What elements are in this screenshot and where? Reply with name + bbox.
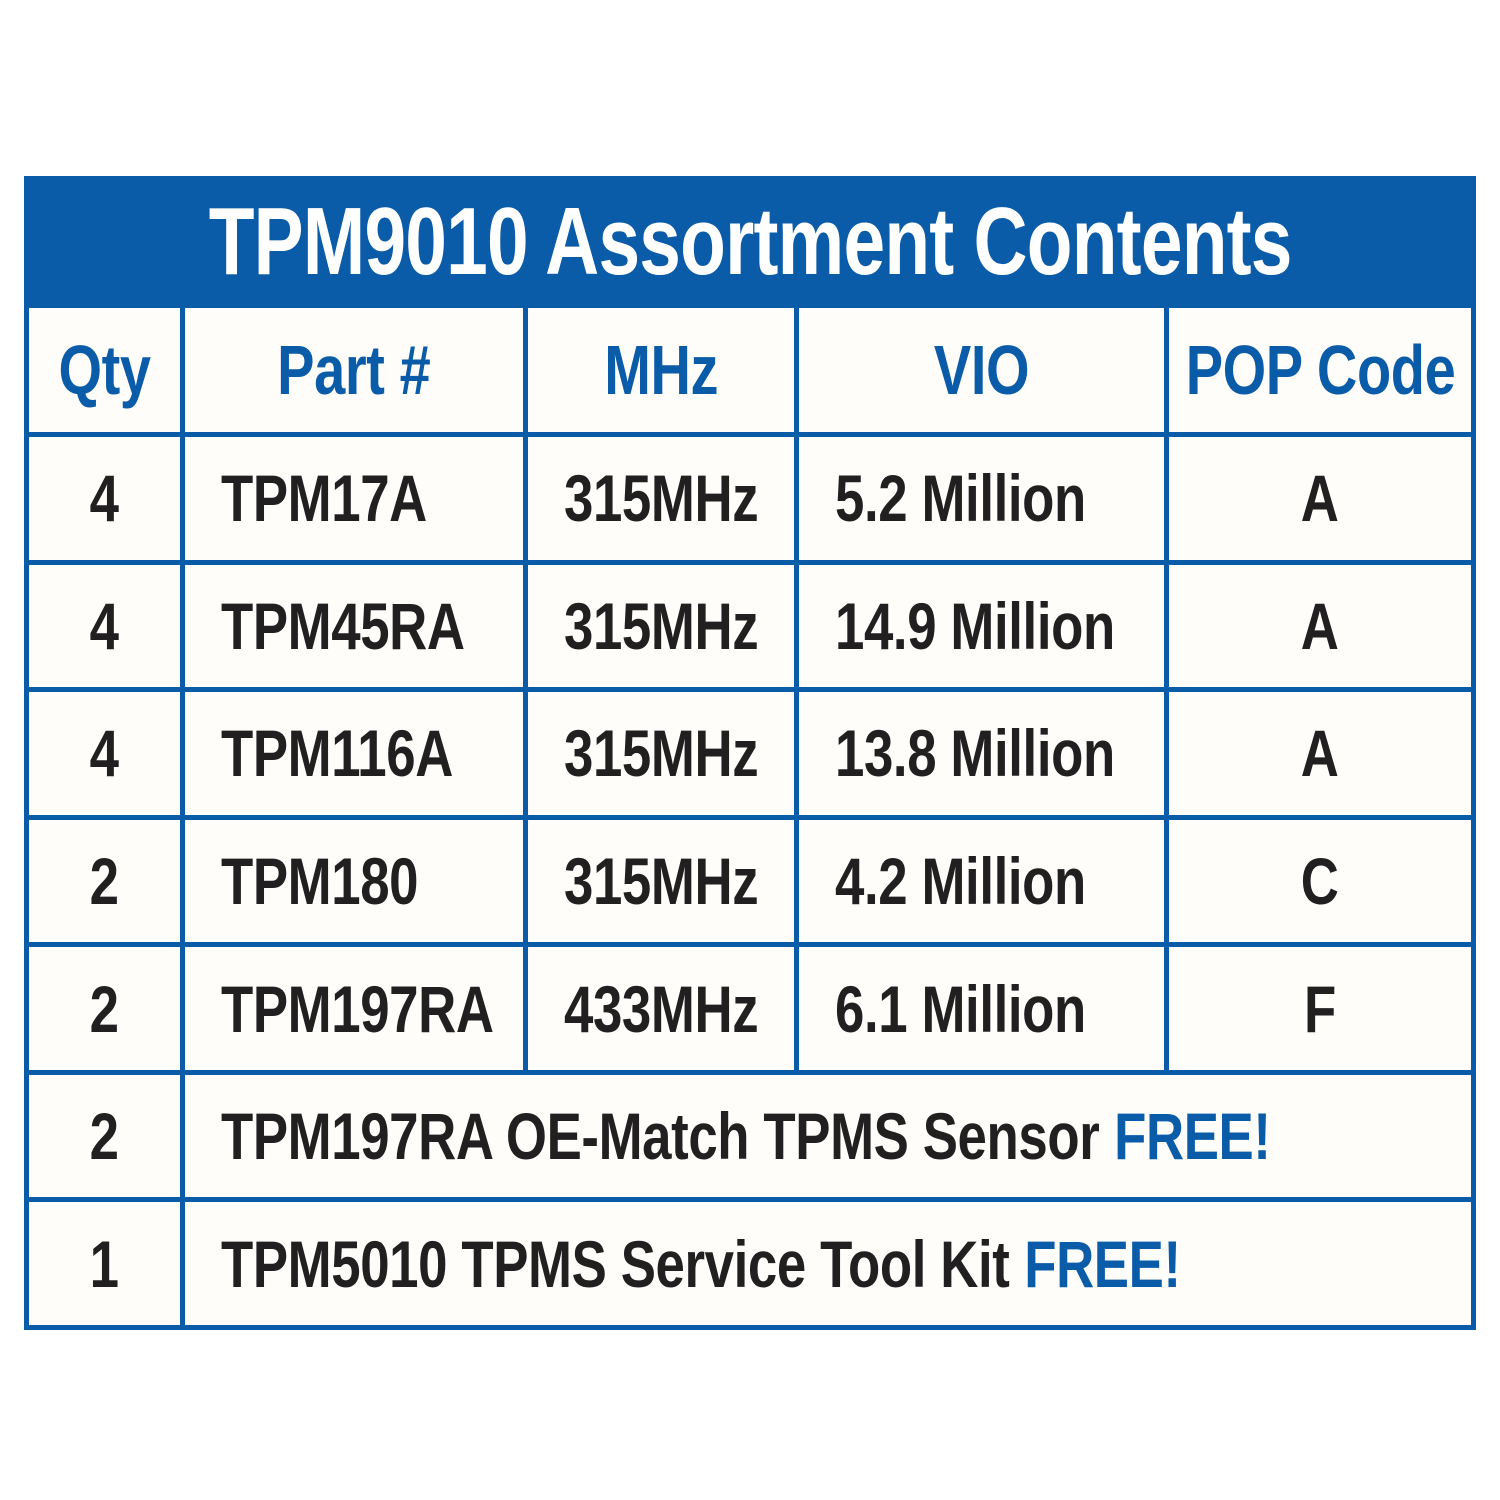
free-badge: FREE! [1114, 1099, 1271, 1174]
table-title-band [29, 181, 1471, 303]
cell-qty: 1 [90, 1226, 119, 1301]
column-header-mhz: MHz [523, 308, 794, 432]
table-row [29, 560, 1471, 688]
cell-qty: 4 [90, 588, 119, 663]
bonus-item-text: TPM5010 TPMS Service Tool Kit [221, 1226, 1010, 1301]
cell-vio: 4.2 Million [794, 820, 1164, 943]
column-header-qty: Qty [58, 331, 151, 409]
cell-part-number: TPM197RA [180, 947, 523, 1070]
cell-pop-code: A [1164, 565, 1471, 688]
cell-qty: 2 [90, 1099, 119, 1174]
table-bonus-row [29, 1070, 1471, 1198]
bonus-item-text: TPM197RA OE-Match TPMS Sensor [221, 1099, 1100, 1174]
cell-vio: 5.2 Million [794, 437, 1164, 560]
cell-qty: 4 [90, 461, 119, 536]
cell-pop-code: F [1164, 947, 1471, 1070]
cell-vio: 14.9 Million [794, 565, 1164, 688]
column-header-pop-code: POP Code [1164, 308, 1471, 432]
cell-pop-code: A [1164, 437, 1471, 560]
cell-vio: 13.8 Million [794, 692, 1164, 815]
column-header-part: Part # [180, 308, 523, 432]
cell-vio: 6.1 Million [794, 947, 1164, 1070]
cell-part-number: TPM180 [180, 820, 523, 943]
assortment-table [24, 176, 1476, 1330]
column-header-vio: VIO [794, 308, 1164, 432]
cell-bonus-description [180, 1202, 1471, 1325]
cell-qty: 4 [90, 716, 119, 791]
cell-mhz: 315MHz [523, 565, 794, 688]
free-badge: FREE! [1024, 1226, 1181, 1301]
table-row [29, 687, 1471, 815]
cell-pop-code: A [1164, 692, 1471, 815]
table-row [29, 815, 1471, 943]
table-title: TPM9010 Assortment Contents [208, 188, 1292, 295]
cell-part-number: TPM45RA [180, 565, 523, 688]
cell-mhz: 433MHz [523, 947, 794, 1070]
cell-qty: 2 [90, 971, 119, 1046]
cell-part-number: TPM116A [180, 692, 523, 815]
cell-mhz: 315MHz [523, 820, 794, 943]
table-row [29, 942, 1471, 1070]
table-bonus-row [29, 1197, 1471, 1325]
cell-mhz: 315MHz [523, 437, 794, 560]
table-header-row [29, 303, 1471, 432]
cell-part-number: TPM17A [180, 437, 523, 560]
cell-bonus-description [180, 1075, 1471, 1198]
table-row [29, 432, 1471, 560]
cell-qty: 2 [90, 843, 119, 918]
cell-pop-code: C [1164, 820, 1471, 943]
cell-mhz: 315MHz [523, 692, 794, 815]
